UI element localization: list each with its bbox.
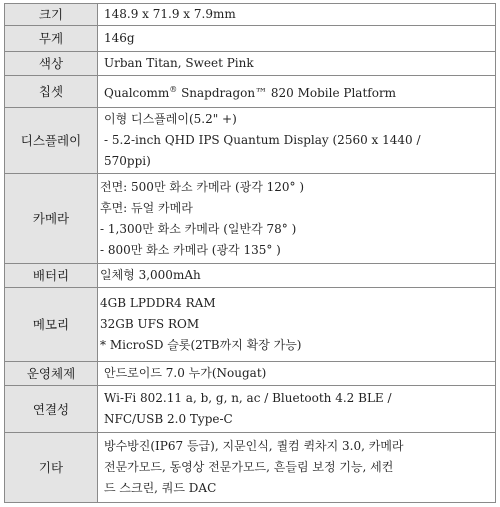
- value-line: 32GB UFS ROM: [100, 317, 200, 331]
- spec-row-size: [5, 4, 496, 26]
- row-label: 카메라: [5, 174, 98, 264]
- spec-row-color: [5, 52, 496, 76]
- value-line: 안드로이드 7.0 누가(Nougat): [104, 366, 267, 380]
- row-label: 운영체제: [5, 362, 98, 386]
- row-value: [98, 362, 496, 386]
- spec-row-memory: [5, 288, 496, 362]
- value-line: 4GB LPDDR4 RAM: [100, 296, 216, 310]
- row-value: [98, 76, 496, 108]
- row-label: 메모리: [5, 288, 98, 362]
- chipset-line: [104, 83, 489, 104]
- value-line: 방수방진(IP67 등급), 지문인식, 퀄컴 퀵차지 3.0, 카메라: [104, 439, 404, 453]
- spec-table: [4, 3, 496, 503]
- value-line: - 1,300만 화소 카메라 (일반각 78° ): [100, 221, 297, 236]
- value-line: Urban Titan, Sweet Pink: [104, 56, 254, 70]
- value-line: 후면: 듀얼 카메라: [100, 200, 193, 215]
- chipset-model: Snapdragon™ 820 Mobile Platform: [177, 86, 397, 100]
- row-value: [98, 52, 496, 76]
- row-label: 기타: [5, 433, 98, 503]
- row-value: [98, 108, 496, 174]
- row-value: [98, 26, 496, 52]
- value-line: 148.9 x 71.9 x 7.9mm: [104, 7, 236, 21]
- spec-row-chipset: [5, 76, 496, 108]
- row-label: 디스플레이: [5, 108, 98, 174]
- spec-row-weight: [5, 26, 496, 52]
- value-line: NFC/USB 2.0 Type-C: [104, 412, 233, 426]
- spec-row-battery: [5, 264, 496, 288]
- value-line: - 800만 화소 카메라 (광각 135° ): [100, 242, 281, 257]
- chipset-brand: Qualcomm: [104, 86, 170, 100]
- spec-row-camera: [5, 174, 496, 264]
- value-line: - 5.2-inch QHD IPS Quantum Display (2560 x 1440 /: [104, 133, 421, 147]
- row-label: 칩셋: [5, 76, 98, 108]
- value-line: * MicroSD 슬롯(2TB까지 확장 가능): [100, 338, 302, 352]
- value-line: 전면: 500만 화소 카메라 (광각 120° ): [100, 179, 305, 194]
- row-value: [98, 386, 496, 433]
- row-label: 색상: [5, 52, 98, 76]
- row-value: [98, 288, 496, 362]
- value-line: 146g: [104, 31, 135, 45]
- spec-row-misc: [5, 433, 496, 503]
- row-value: [98, 433, 496, 503]
- row-value: [98, 4, 496, 26]
- value-line: 570ppi): [104, 154, 151, 168]
- row-label: 크기: [5, 4, 98, 26]
- spec-row-os: [5, 362, 496, 386]
- spec-row-display: [5, 108, 496, 174]
- registered-mark: ®: [169, 85, 178, 94]
- spec-row-connectivity: [5, 386, 496, 433]
- row-label: 배터리: [5, 264, 98, 288]
- value-line: 일체형 3,000mAh: [100, 268, 201, 282]
- value-line: 전문가모드, 동영상 전문가모드, 흔들림 보정 기능, 세컨: [104, 460, 394, 474]
- value-line: 이형 디스플레이(5.2" +): [104, 112, 237, 126]
- row-value: [98, 174, 496, 264]
- value-line: Wi-Fi 802.11 a, b, g, n, ac / Bluetooth 4.2 BLE /: [104, 391, 392, 405]
- row-label: 무게: [5, 26, 98, 52]
- value-line: 드 스크린, 쿼드 DAC: [104, 481, 217, 495]
- row-value: [98, 264, 496, 288]
- row-label: 연결성: [5, 386, 98, 433]
